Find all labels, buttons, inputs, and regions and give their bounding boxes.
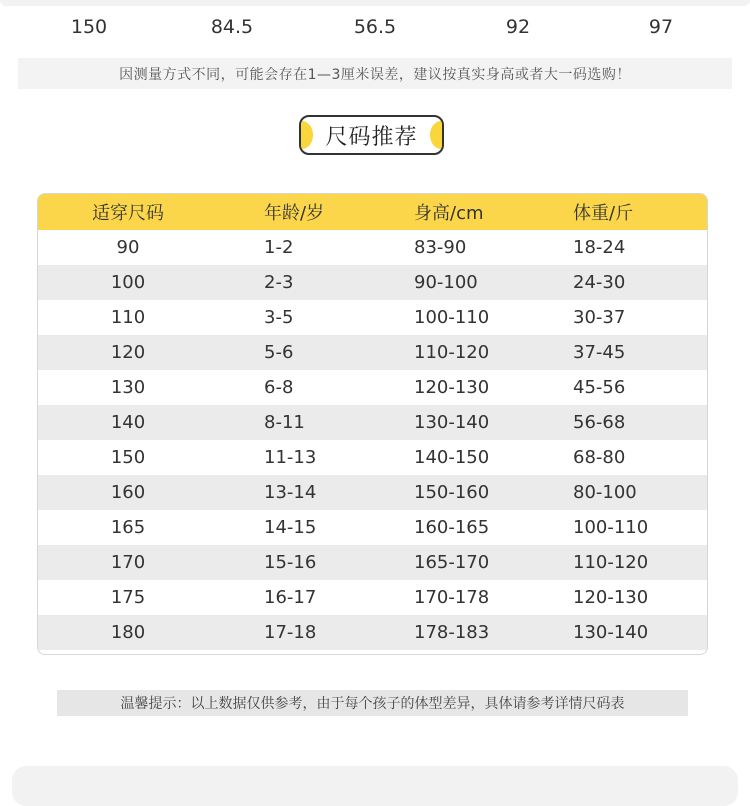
cell-weight: 30-37 [573, 307, 626, 328]
prev-cell: 97 [648, 16, 674, 38]
cell-age: 11-13 [264, 447, 317, 468]
header-size: 适穿尺码 [92, 203, 164, 224]
cell-weight: 68-80 [573, 447, 626, 468]
cell-size: 165 [110, 517, 146, 538]
cell-height: 150-160 [414, 482, 490, 503]
cell-age: 15-16 [264, 552, 317, 573]
table-row [38, 475, 707, 510]
cell-height: 178-183 [414, 622, 490, 643]
table-row [38, 615, 707, 650]
cell-age: 6-8 [264, 377, 294, 398]
prev-cell: 92 [505, 16, 531, 38]
table-body [38, 230, 707, 650]
cell-height: 140-150 [414, 447, 490, 468]
cell-size: 180 [110, 622, 146, 643]
table-row [38, 545, 707, 580]
cell-weight: 37-45 [573, 342, 626, 363]
cell-size: 100 [110, 272, 146, 293]
measurement-note: 因测量方式不同，可能会存在1—3厘米误差，建议按真实身高或者大一码选购！ [18, 58, 732, 89]
prev-cell: 56.5 [353, 16, 397, 38]
cell-size: 150 [110, 447, 146, 468]
cell-weight: 100-110 [573, 517, 649, 538]
next-section-card [12, 766, 738, 806]
cell-height: 130-140 [414, 412, 490, 433]
section-title: 尺码推荐 [325, 124, 418, 150]
cell-age: 17-18 [264, 622, 317, 643]
cell-size: 170 [110, 552, 146, 573]
cell-age: 14-15 [264, 517, 317, 538]
header-weight: 体重/斤 [573, 203, 634, 224]
cell-weight: 110-120 [573, 552, 649, 573]
warm-tip: 温馨提示：以上数据仅供参考，由于每个孩子的体型差异，具体请参考详情尺码表 [57, 690, 688, 716]
table-row [38, 265, 707, 300]
table-row [38, 405, 707, 440]
table-row [38, 440, 707, 475]
prev-cell: 150 [70, 16, 108, 38]
cell-age: 16-17 [264, 587, 317, 608]
cell-size: 175 [110, 587, 146, 608]
header-age: 年龄/岁 [264, 203, 325, 224]
cell-age: 1-2 [264, 237, 294, 258]
cell-size: 110 [110, 307, 146, 328]
cell-age: 8-11 [264, 412, 305, 433]
cell-weight: 45-56 [573, 377, 626, 398]
cell-age: 3-5 [264, 307, 294, 328]
header-height: 身高/cm [414, 203, 484, 224]
cell-height: 170-178 [414, 587, 490, 608]
cell-height: 100-110 [414, 307, 490, 328]
table-row [38, 335, 707, 370]
table-header [38, 194, 707, 230]
cell-age: 5-6 [264, 342, 294, 363]
cell-size: 160 [110, 482, 146, 503]
cell-height: 90-100 [414, 272, 478, 293]
table-row [38, 370, 707, 405]
cell-size: 90 [116, 237, 140, 258]
cell-age: 2-3 [264, 272, 294, 293]
cell-size: 130 [110, 377, 146, 398]
table-row [38, 510, 707, 545]
table-row [38, 230, 707, 265]
cell-weight: 80-100 [573, 482, 637, 503]
previous-table-row [0, 16, 750, 48]
cell-size: 120 [110, 342, 146, 363]
cell-age: 13-14 [264, 482, 317, 503]
cell-height: 83-90 [414, 237, 467, 258]
cell-height: 120-130 [414, 377, 490, 398]
table-row [38, 580, 707, 615]
top-divider [0, 0, 750, 6]
cell-weight: 18-24 [573, 237, 626, 258]
table-row [38, 300, 707, 335]
cell-height: 160-165 [414, 517, 490, 538]
badge-left-accent [299, 121, 313, 149]
cell-height: 165-170 [414, 552, 490, 573]
badge-right-accent [430, 121, 444, 149]
cell-weight: 130-140 [573, 622, 649, 643]
section-title-badge [299, 115, 444, 155]
size-table [37, 193, 708, 655]
cell-size: 140 [110, 412, 146, 433]
cell-weight: 120-130 [573, 587, 649, 608]
cell-weight: 56-68 [573, 412, 626, 433]
cell-height: 110-120 [414, 342, 490, 363]
cell-weight: 24-30 [573, 272, 626, 293]
prev-cell: 84.5 [210, 16, 254, 38]
